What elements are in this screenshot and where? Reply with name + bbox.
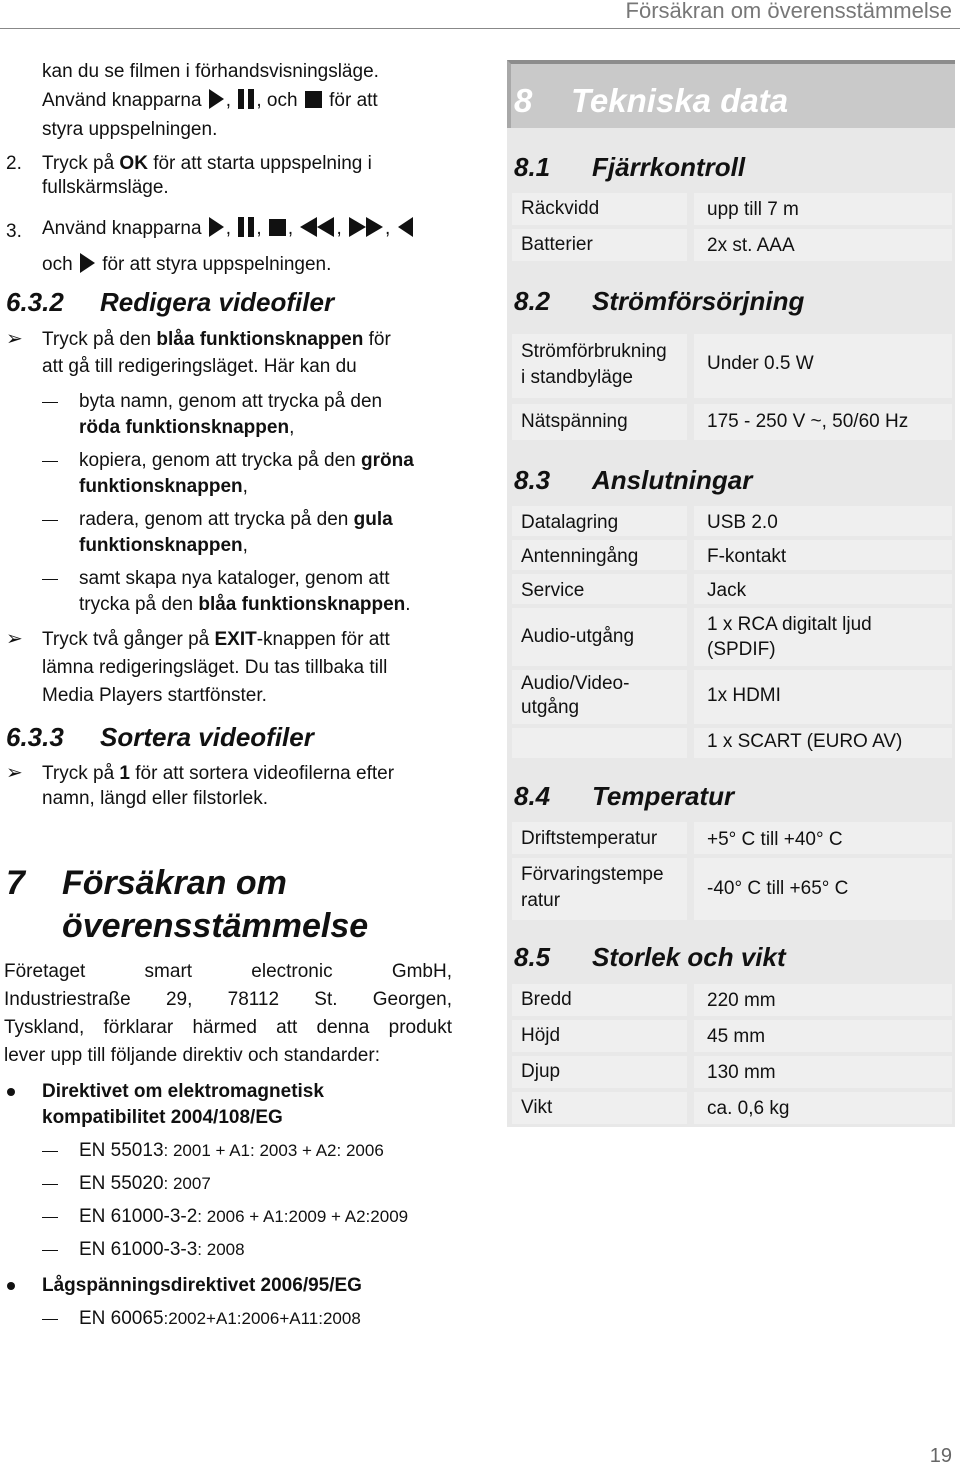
standard-item: [79, 1306, 361, 1332]
section-8-5-title: Storlek och vikt: [592, 942, 786, 972]
dash-2-end: ,: [242, 476, 248, 497]
pause-icon: [238, 217, 254, 237]
dash-3-line-2: [79, 533, 248, 559]
spec-label: Förvaringstempe: [521, 864, 664, 885]
step-2-number: 2.: [6, 153, 22, 174]
declaration-line-2: Industriestraße 29, 78112 St. Georgen,: [4, 989, 452, 1010]
section-8-2-number: 8.2: [514, 286, 551, 316]
spec-label: Nätspänning: [521, 411, 628, 432]
dash-1-end: ,: [289, 417, 295, 438]
blue-function-key: blåa funktionsknappen: [156, 329, 364, 350]
dash-1-line-1: byta namn, genom att trycka på den: [79, 391, 383, 412]
directive-lvd: Lågspänningsdirektivet 2006/95/EG: [42, 1275, 362, 1296]
key-1: 1: [119, 763, 130, 784]
spec-label: Datalagring: [521, 512, 619, 533]
step-3-line-2: [42, 252, 331, 278]
standard-code: EN 61000-3-3: [79, 1239, 198, 1260]
arrow-bullet-icon: ➢: [6, 328, 23, 350]
spec-value: 1x HDMI: [707, 685, 781, 706]
dash-marker: [42, 402, 58, 403]
section-6-3-3-number: 6.3.3: [6, 722, 64, 752]
bullet-2-text-b: -knappen för att: [256, 629, 390, 650]
intro-and: , och: [256, 90, 298, 111]
spec-label: ratur: [521, 890, 561, 911]
spec-label: i standbyläge: [521, 367, 633, 388]
section-8-3-title: Anslutningar: [592, 465, 753, 495]
spec-value: 175 - 250 V ~, 50/60 Hz: [707, 411, 909, 432]
bullet-1-text-d: Här kan du: [263, 356, 357, 377]
spec-label: Service: [521, 580, 585, 601]
standard-code: EN 61000-3-2: [79, 1206, 198, 1227]
step-3-and: och: [42, 254, 73, 275]
section-6-3-2-title: Redigera videofiler: [100, 287, 335, 317]
bullet-1-text-c: att gå till redigeringsläget.: [42, 356, 259, 377]
green-word: gröna: [361, 450, 414, 471]
play-icon: [209, 89, 224, 109]
dash-3-text: radera, genom att trycka på den: [79, 509, 349, 530]
spec-value: 45 mm: [707, 1026, 766, 1047]
exit-key: EXIT: [214, 629, 257, 650]
blue-function-key: blåa funktionsknappen: [198, 594, 406, 615]
running-header: Försäkran om överensstämmelse: [625, 0, 952, 23]
dash-marker: [42, 1217, 58, 1218]
declaration-line-4: lever upp till följande direktiv och standarder:: [4, 1045, 380, 1066]
spec-label: Djup: [521, 1061, 561, 1082]
chapter-8-title: Tekniska data: [571, 82, 789, 119]
standard-amendments: : 2007: [163, 1174, 211, 1193]
standard-code: EN 55020: [79, 1173, 164, 1194]
spec-label: Bredd: [521, 989, 572, 1010]
standard-item: [79, 1204, 408, 1230]
step-2-text-b: för att starta uppspelning i: [153, 153, 372, 174]
directive-emc-line-2: kompatibilitet 2004/108/EG: [42, 1107, 283, 1128]
standard-item: [79, 1138, 384, 1164]
intro-text: Använd knapparna: [42, 90, 202, 111]
spec-value: USB 2.0: [707, 512, 778, 533]
bullet-2-line-3: Media Players startfönster.: [42, 685, 267, 706]
step-3-text-b: för att styra uppspelningen.: [102, 254, 332, 275]
red-function-key: röda funktionsknappen: [79, 417, 290, 438]
spec-label: Vikt: [521, 1097, 553, 1118]
step-3-number: 3.: [6, 221, 22, 242]
standard-code: EN 55013: [79, 1140, 164, 1161]
dash-marker: [42, 579, 58, 580]
pause-icon: [238, 89, 254, 109]
spec-label: Strömförbrukning: [521, 341, 667, 362]
bullet-2-text-a: Tryck två gånger på: [42, 629, 210, 650]
standard-amendments: : 2006 + A1:2009 + A2:2009: [197, 1207, 409, 1226]
dash-marker: [42, 1319, 58, 1320]
dash-marker: [42, 461, 58, 462]
spec-label: Audio-utgång: [521, 626, 635, 647]
section-8-3-number: 8.3: [514, 465, 551, 495]
dash-marker: [42, 1250, 58, 1251]
bullet-1-line-1: [42, 327, 391, 353]
chapter-7-number: 7: [6, 864, 25, 902]
section-8-2-title: Strömförsörjning: [592, 286, 805, 316]
bullet-1-line-2: [42, 354, 357, 380]
standard-code: EN 60065: [79, 1308, 164, 1329]
bullet-2-line-1: [42, 627, 390, 653]
dash-2-line-1: [79, 448, 414, 474]
stop-icon: [305, 91, 322, 108]
standard-amendments: :2002+A1:2006+A11:2008: [163, 1309, 361, 1328]
page-number: 19: [929, 1445, 952, 1467]
step-2-line-1: [42, 151, 372, 177]
spec-label: Batterier: [521, 234, 593, 255]
section-6-3-3-title: Sortera videofiler: [100, 722, 314, 752]
intro-for: för att: [329, 90, 378, 111]
ok-key: OK: [119, 153, 148, 174]
step-3-line-1: Använd knapparna , , , , ,: [42, 216, 415, 242]
chapter-7-title-line-2: överensstämmelse: [62, 907, 369, 945]
dash-2-line-2: [79, 474, 248, 500]
intro-line-2: [42, 88, 378, 114]
spec-value: (SPDIF): [707, 639, 776, 660]
dash-3-end: ,: [242, 535, 248, 556]
dash-4-text: trycka på den: [79, 594, 194, 615]
arrow-bullet-icon: ➢: [6, 628, 23, 650]
dash-4-line-2: [79, 592, 411, 618]
bullet-3-text-b: för att sortera videofilerna efter: [135, 763, 395, 784]
spec-value: Jack: [707, 580, 747, 601]
bullet-dot: [7, 1282, 15, 1290]
section-8-5-number: 8.5: [514, 942, 551, 972]
table-cell: [512, 728, 687, 758]
spec-value: F-kontakt: [707, 546, 787, 567]
spec-label: utgång: [521, 697, 580, 718]
standard-amendments: : 2001 + A1: 2003 + A2: 2006: [163, 1141, 384, 1160]
declaration-line-3: Tyskland, förklarar härmed att denna produkt: [4, 1017, 452, 1038]
section-8-1-title: Fjärrkontroll: [592, 152, 746, 182]
bullet-3-text-a: Tryck på: [42, 763, 115, 784]
bullet-1-text-a: Tryck på den: [42, 329, 152, 350]
standard-item: [79, 1237, 245, 1263]
section-6-3-2-number: 6.3.2: [6, 287, 64, 317]
step-3-text: Använd knapparna: [42, 218, 202, 239]
intro-line-1: kan du se filmen i förhandsvisningsläge.: [42, 61, 379, 82]
spec-value: -40° C till +65° C: [707, 878, 849, 899]
fast-forward-icon: [349, 217, 383, 237]
bullet-dot: [7, 1088, 15, 1096]
stop-icon: [269, 219, 286, 236]
dash-4-line-1: samt skapa nya kataloger, genom att: [79, 568, 390, 589]
directive-emc-line-1: Direktivet om elektromagnetisk: [42, 1081, 324, 1102]
standard-amendments: : 2008: [197, 1240, 245, 1259]
bullet-3-line-1: [42, 761, 394, 787]
dash-marker: [42, 1151, 58, 1152]
step-2-line-2: fullskärmsläge.: [42, 177, 169, 198]
intro-comma: ,: [225, 90, 232, 111]
spec-value: upp till 7 m: [707, 199, 799, 220]
chapter-7-title-line-1: Försäkran om: [62, 864, 287, 902]
bullet-3-line-2: namn, längd eller filstorlek.: [42, 788, 268, 809]
dash-marker: [42, 520, 58, 521]
previous-icon: [398, 217, 413, 237]
standard-item: [79, 1171, 211, 1197]
spec-value: +5° C till +40° C: [707, 829, 843, 850]
bullet-2-line-2: lämna redigeringsläget. Du tas tillbaka till: [42, 657, 388, 678]
arrow-bullet-icon: ➢: [6, 762, 23, 784]
rewind-icon: [300, 217, 334, 237]
chapter-8-number: 8: [514, 82, 533, 119]
header-rule: [0, 28, 960, 29]
intro-line-3: styra uppspelningen.: [42, 119, 218, 140]
spec-label: Räckvidd: [521, 198, 600, 219]
next-icon: [80, 253, 95, 273]
function-key: funktionsknappen: [79, 535, 243, 556]
function-key: funktionsknappen: [79, 476, 243, 497]
spec-value: 130 mm: [707, 1062, 776, 1083]
spec-value: 220 mm: [707, 990, 776, 1011]
dash-2-text: kopiera, genom att trycka på den: [79, 450, 356, 471]
spec-value: 1 x SCART (EURO AV): [707, 731, 903, 752]
section-8-4-title: Temperatur: [592, 781, 735, 811]
spec-value: 2x st. AAA: [707, 235, 795, 256]
bullet-1-text-b: för: [368, 329, 391, 350]
spec-value: ca. 0,6 kg: [707, 1098, 790, 1119]
spec-label: Driftstemperatur: [521, 828, 658, 849]
play-icon: [209, 217, 224, 237]
section-8-1-number: 8.1: [514, 152, 551, 182]
dash-3-line-1: [79, 507, 393, 533]
yellow-word: gula: [353, 509, 393, 530]
spec-value: 1 x RCA digitalt ljud: [707, 614, 872, 635]
dash-4-end: .: [405, 594, 411, 615]
section-8-4-number: 8.4: [514, 781, 551, 811]
declaration-line-1: Företaget smart electronic GmbH,: [4, 961, 452, 982]
step-2-text-a: Tryck på: [42, 153, 115, 174]
spec-label: Audio/Video-: [521, 673, 630, 694]
spec-value: Under 0.5 W: [707, 353, 814, 374]
dash-marker: [42, 1184, 58, 1185]
spec-label: Höjd: [521, 1025, 561, 1046]
spec-label: Antenningång: [521, 546, 639, 567]
dash-1-line-2: [79, 415, 294, 441]
